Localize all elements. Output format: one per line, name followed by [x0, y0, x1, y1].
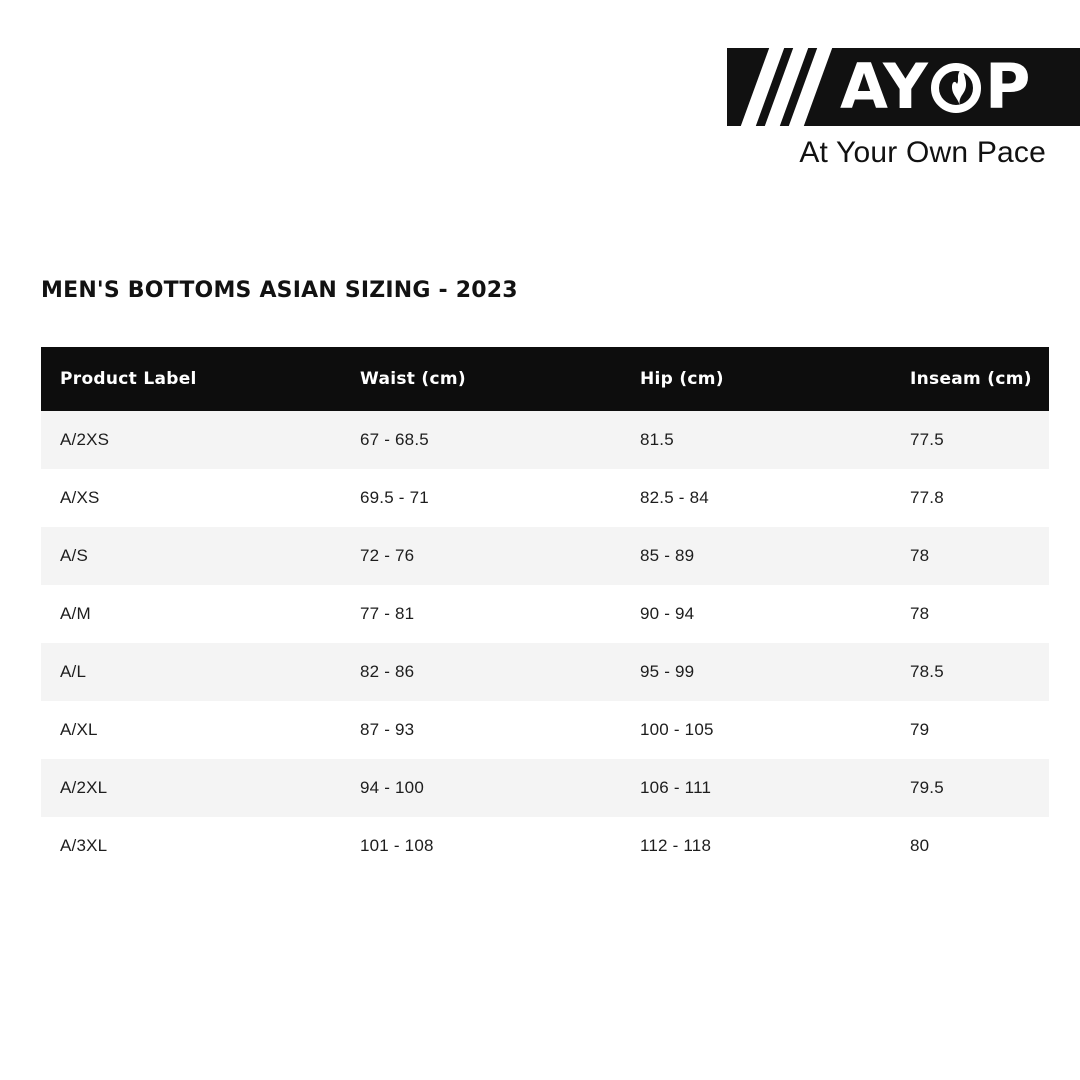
page-title: MEN'S BOTTOMS ASIAN SIZING - 2023 [41, 278, 518, 303]
cell-waist: 72 - 76 [360, 546, 415, 565]
cell-hip: 106 - 111 [640, 778, 712, 797]
cell-product-label: A/L [60, 662, 87, 681]
column-header-hip: Hip (cm) [621, 347, 891, 411]
cell-product-label: A/2XL [60, 778, 108, 797]
cell-inseam: 77.5 [910, 430, 944, 449]
cell-waist: 67 - 68.5 [360, 430, 429, 449]
flame-ring-icon [929, 59, 985, 115]
column-header-inseam: Inseam (cm) [891, 347, 1049, 411]
cell-inseam: 78 [910, 546, 930, 565]
cell-product-label: A/3XL [60, 836, 108, 855]
cell-hip: 95 - 99 [640, 662, 695, 681]
cell-waist: 82 - 86 [360, 662, 415, 681]
cell-product-label: A/XL [60, 720, 98, 739]
cell-inseam: 80 [910, 836, 930, 855]
wordmark-text-first: AY [840, 50, 929, 123]
wordmark-text-last: P [984, 50, 1032, 123]
table-row [41, 469, 1049, 527]
cell-hip: 90 - 94 [640, 604, 695, 623]
cell-product-label: A/M [60, 604, 91, 623]
cell-inseam: 78.5 [910, 662, 944, 681]
table-row [41, 527, 1049, 585]
brand-logo-bar [727, 48, 1080, 126]
cell-hip: 82.5 - 84 [640, 488, 709, 507]
cell-product-label: A/S [60, 546, 89, 565]
cell-waist: 87 - 93 [360, 720, 415, 739]
slashes-icon [755, 48, 818, 126]
cell-hip: 85 - 89 [640, 546, 695, 565]
cell-inseam: 79.5 [910, 778, 944, 797]
table-row [41, 411, 1049, 469]
cell-inseam: 79 [910, 720, 930, 739]
column-header-product-label: Product Label [41, 347, 341, 411]
cell-product-label: A/XS [60, 488, 100, 507]
cell-waist: 69.5 - 71 [360, 488, 429, 507]
table-row [41, 817, 1049, 875]
cell-waist: 94 - 100 [360, 778, 424, 797]
table-row [41, 701, 1049, 759]
cell-hip: 112 - 118 [640, 836, 712, 855]
column-header-waist: Waist (cm) [341, 347, 621, 411]
table-row [41, 759, 1049, 817]
brand-wordmark [840, 50, 1032, 123]
size-chart-table [41, 347, 1049, 875]
brand-tagline: At Your Own Pace [799, 136, 1046, 169]
table-header-row [41, 347, 1049, 411]
cell-hip: 81.5 [640, 430, 674, 449]
table-row [41, 585, 1049, 643]
cell-waist: 101 - 108 [360, 836, 434, 855]
cell-waist: 77 - 81 [360, 604, 415, 623]
table-row [41, 643, 1049, 701]
cell-product-label: A/2XS [60, 430, 110, 449]
cell-inseam: 78 [910, 604, 930, 623]
cell-hip: 100 - 105 [640, 720, 714, 739]
cell-inseam: 77.8 [910, 488, 944, 507]
